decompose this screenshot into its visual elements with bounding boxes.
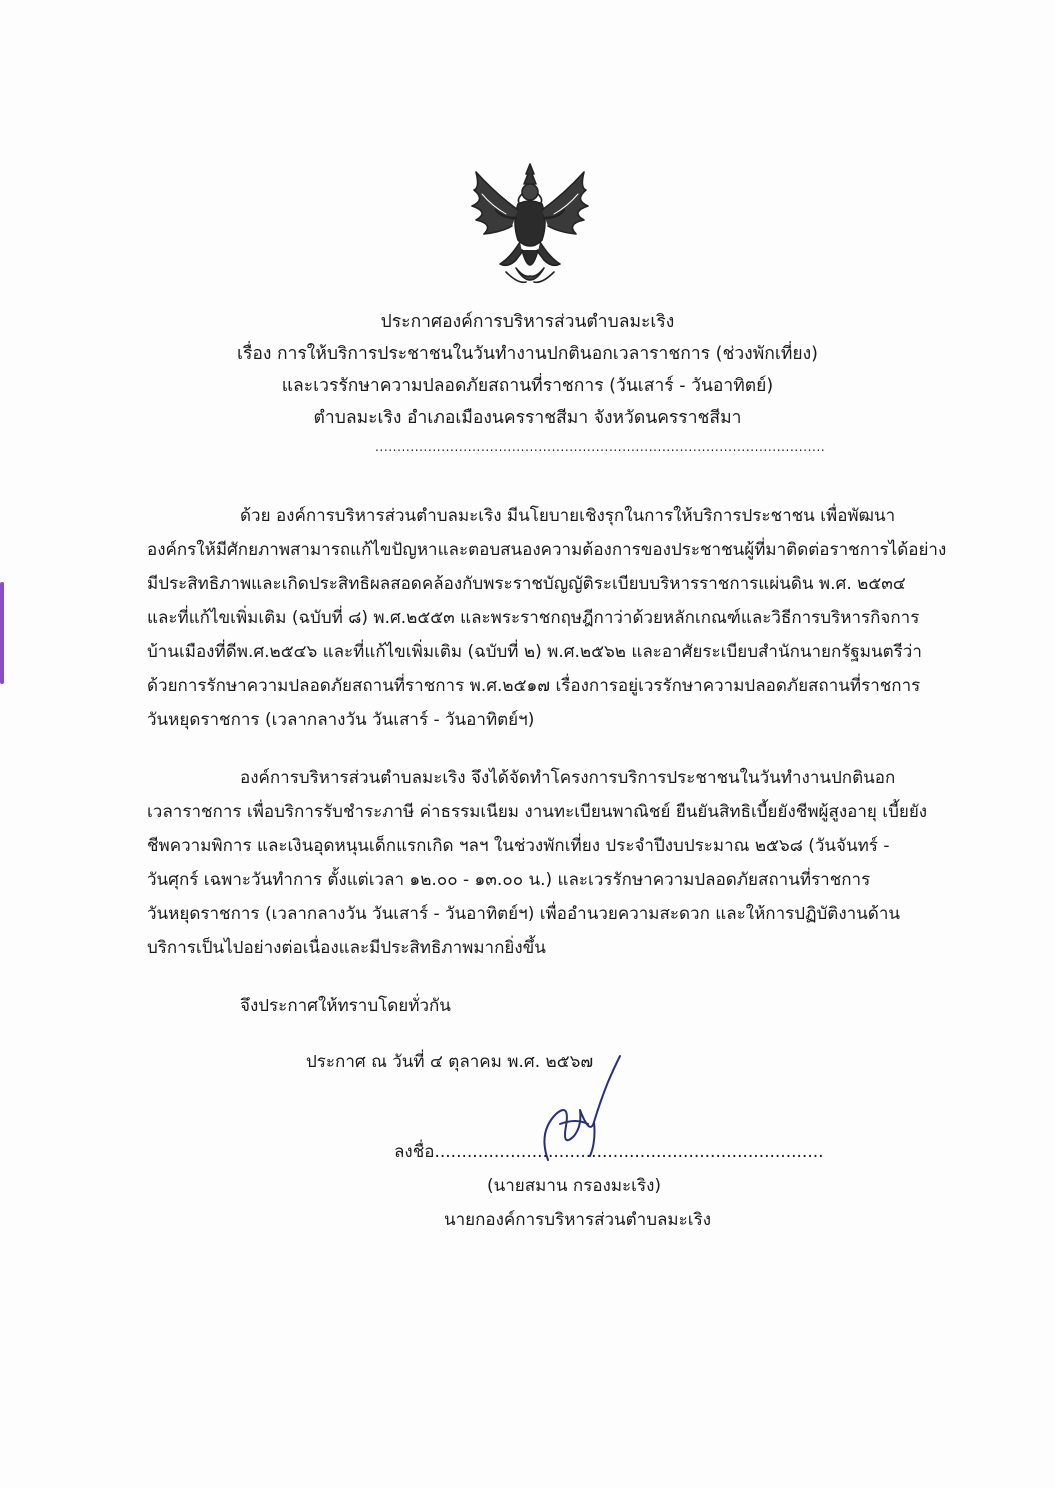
- announcement-date: ประกาศ ณ วันที่ ๔ ตุลาคม พ.ศ. ๒๕๖๗: [306, 1052, 594, 1072]
- announcement-subject: เรื่อง การให้บริการประชาชนในวันทำงานปกตินอกเวลาราชการ (ช่วงพักเที่ยง): [236, 344, 818, 364]
- paragraph-line: วันหยุดราชการ (เวลากลางวัน วันเสาร์ - วันอาทิตย์ฯ): [147, 710, 535, 730]
- announcement-subject-continued: และเวรรักษาความปลอดภัยสถานที่ราชการ (วันเสาร์ - วันอาทิตย์): [281, 376, 774, 396]
- paragraph-line: ด้วยการรักษาความปลอดภัยสถานที่ราชการ พ.ศ.๒๕๑๗ เรื่องการอยู่เวรรักษาความปลอดภัยสถานที่ราชการ: [147, 676, 921, 696]
- announcement-location: ตำบลมะเริง อำเภอเมืองนครราชสีมา จังหวัดนครราชสีมา: [313, 408, 742, 428]
- garuda-emblem-icon: [466, 160, 594, 295]
- edge-tab-mark: [0, 582, 4, 684]
- signatory-position: นายกองค์การบริหารส่วนตำบลมะเริง: [444, 1210, 711, 1230]
- paragraph-line: วันหยุดราชการ (เวลากลางวัน วันเสาร์ - วันอาทิตย์ฯ) เพื่ออำนวยความสะดวก และให้การปฏิบัติงานด้าน: [147, 904, 900, 924]
- announcement-title: ประกาศองค์การบริหารส่วนตำบลมะเริง: [380, 312, 675, 332]
- signature-line: ลงชื่อ........................................................................: [394, 1142, 824, 1162]
- paragraph-line: ด้วย องค์การบริหารส่วนตำบลมะเริง มีนโยบายเชิงรุกในการให้บริการประชาชน เพื่อพัฒนา: [240, 506, 896, 526]
- paragraph-line: วันศุกร์ เฉพาะวันทำการ ตั้งแต่เวลา ๑๒.๐๐ - ๑๓.๐๐ น.) และเวรรักษาความปลอดภัยสถานที่ราชการ: [147, 870, 871, 890]
- paragraph-line: เวลาราชการ เพื่อบริการรับชำระภาษี ค่าธรรมเนียม งานทะเบียนพาณิชย์ ยืนยันสิทธิเบี้ยยังชีพผู้สูงอายุ เบี้ยยัง: [147, 802, 928, 822]
- signatory-name: (นายสมาน กรองมะเริง): [487, 1176, 662, 1196]
- paragraph-line: ชีพความพิการ และเงินอุดหนุนเด็กแรกเกิด ฯลฯ ในช่วงพักเที่ยง ประจำปีงบประมาณ ๒๕๖๘ (วันจันทร์ -: [147, 836, 890, 856]
- paragraph-line: มีประสิทธิภาพและเกิดประสิทธิผลสอดคล้องกับพระราชบัญญัติระเบียบบริหารราชการแผ่นดิน พ.ศ. ๒๕๓๔: [147, 574, 906, 594]
- paragraph-line: องค์กรให้มีศักยภาพสามารถแก้ไขปัญหาและตอบสนองความต้องการของประชาชนผู้ที่มาติดต่อราชการได้อย่าง: [147, 540, 947, 560]
- paragraph-line: บริการเป็นไปอย่างต่อเนื่องและมีประสิทธิภาพมากยิ่งขึ้น: [147, 938, 546, 958]
- closing-statement: จึงประกาศให้ทราบโดยทั่วกัน: [240, 996, 451, 1016]
- paragraph-line: องค์การบริหารส่วนตำบลมะเริง จึงได้จัดทำโครงการบริการประชาชนในวันทำงานปกตินอก: [240, 768, 896, 788]
- paragraph-line: และที่แก้ไขเพิ่มเติม (ฉบับที่ ๘) พ.ศ.๒๕๕๓ และพระราชกฤษฎีกาว่าด้วยหลักเกณฑ์และวิธีการบริหารกิจการ: [147, 608, 920, 628]
- header-separator: ......................................................................................................: [375, 440, 826, 454]
- paragraph-line: บ้านเมืองที่ดีพ.ศ.๒๕๔๖ และที่แก้ไขเพิ่มเติม (ฉบับที่ ๒) พ.ศ.๒๕๖๒ และอาศัยระเบียบสำนักนายกรัฐมนตรีว่า: [147, 642, 922, 662]
